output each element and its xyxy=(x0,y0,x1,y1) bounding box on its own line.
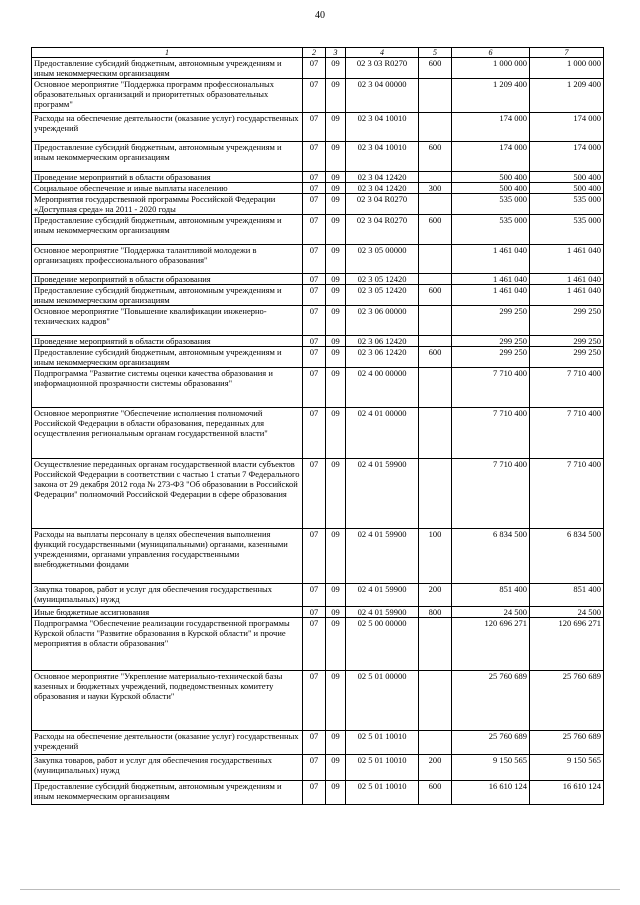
section-code: 07 xyxy=(303,172,326,183)
amount-col7: 535 000 xyxy=(530,215,604,245)
subsection-code: 09 xyxy=(326,607,346,618)
target-item-code: 02 4 01 59900 xyxy=(346,529,419,584)
expense-type-code xyxy=(419,671,452,731)
subsection-code: 09 xyxy=(326,142,346,172)
section-code: 07 xyxy=(303,306,326,336)
target-item-code: 02 3 04 00000 xyxy=(346,79,419,113)
amount-col7: 6 834 500 xyxy=(530,529,604,584)
amount-col6: 16 610 124 xyxy=(452,781,530,805)
expense-type-code: 200 xyxy=(419,584,452,607)
amount-col7: 299 250 xyxy=(530,336,604,347)
target-item-code: 02 3 03 R0270 xyxy=(346,58,419,79)
target-item-code: 02 3 04 10010 xyxy=(346,142,419,172)
expense-type-code: 600 xyxy=(419,215,452,245)
item-name: Основное мероприятие "Поддержка программ профессиональных образовательных организаций и приоритетных образовательных программ" xyxy=(32,79,303,113)
target-item-code: 02 3 04 12420 xyxy=(346,183,419,194)
table-row xyxy=(32,79,604,113)
amount-col6: 1 461 040 xyxy=(452,274,530,285)
table-row xyxy=(32,781,604,805)
target-item-code: 02 3 06 12420 xyxy=(346,336,419,347)
section-code: 07 xyxy=(303,79,326,113)
subsection-code: 09 xyxy=(326,183,346,194)
amount-col6: 6 834 500 xyxy=(452,529,530,584)
amount-col6: 174 000 xyxy=(452,113,530,142)
table-row xyxy=(32,113,604,142)
column-header: 2 xyxy=(303,48,326,58)
section-code: 07 xyxy=(303,336,326,347)
section-code: 07 xyxy=(303,731,326,755)
subsection-code: 09 xyxy=(326,459,346,529)
amount-col7: 16 610 124 xyxy=(530,781,604,805)
section-code: 07 xyxy=(303,607,326,618)
subsection-code: 09 xyxy=(326,671,346,731)
section-code: 07 xyxy=(303,584,326,607)
column-header: 5 xyxy=(419,48,452,58)
amount-col7: 1 461 040 xyxy=(530,245,604,274)
target-item-code: 02 4 01 59900 xyxy=(346,584,419,607)
amount-col7: 500 400 xyxy=(530,183,604,194)
expense-type-code xyxy=(419,194,452,215)
table-row xyxy=(32,408,604,459)
table-row xyxy=(32,306,604,336)
column-header: 7 xyxy=(530,48,604,58)
table-row xyxy=(32,142,604,172)
item-name: Расходы на обеспечение деятельности (оказание услуг) государственных учреждений xyxy=(32,113,303,142)
subsection-code: 09 xyxy=(326,529,346,584)
target-item-code: 02 4 01 00000 xyxy=(346,408,419,459)
item-name: Проведение мероприятий в области образования xyxy=(32,336,303,347)
table-row xyxy=(32,755,604,781)
amount-col6: 174 000 xyxy=(452,142,530,172)
amount-col7: 7 710 400 xyxy=(530,459,604,529)
section-code: 07 xyxy=(303,618,326,671)
amount-col6: 1 461 040 xyxy=(452,285,530,306)
subsection-code: 09 xyxy=(326,113,346,142)
section-code: 07 xyxy=(303,368,326,408)
target-item-code: 02 4 01 59900 xyxy=(346,459,419,529)
section-code: 07 xyxy=(303,781,326,805)
target-item-code: 02 3 05 00000 xyxy=(346,245,419,274)
table-row xyxy=(32,671,604,731)
amount-col7: 1 461 040 xyxy=(530,274,604,285)
target-item-code: 02 5 01 00000 xyxy=(346,671,419,731)
section-code: 07 xyxy=(303,459,326,529)
target-item-code: 02 3 05 12420 xyxy=(346,274,419,285)
item-name: Закупка товаров, работ и услуг для обеспечения государственных (муниципальных) нужд xyxy=(32,584,303,607)
expense-type-code: 600 xyxy=(419,781,452,805)
amount-col7: 299 250 xyxy=(530,306,604,336)
amount-col7: 120 696 271 xyxy=(530,618,604,671)
target-item-code: 02 5 01 10010 xyxy=(346,755,419,781)
subsection-code: 09 xyxy=(326,755,346,781)
expense-type-code xyxy=(419,245,452,274)
table-row xyxy=(32,245,604,274)
section-code: 07 xyxy=(303,183,326,194)
amount-col6: 535 000 xyxy=(452,194,530,215)
amount-col7: 25 760 689 xyxy=(530,731,604,755)
item-name: Предоставление субсидий бюджетным, автономным учреждениям и иным некоммерческим организациям xyxy=(32,58,303,79)
column-header: 6 xyxy=(452,48,530,58)
amount-col6: 1 000 000 xyxy=(452,58,530,79)
target-item-code: 02 4 01 59900 xyxy=(346,607,419,618)
expense-type-code xyxy=(419,79,452,113)
table-row xyxy=(32,285,604,306)
section-code: 07 xyxy=(303,347,326,368)
subsection-code: 09 xyxy=(326,285,346,306)
amount-col6: 1 209 400 xyxy=(452,79,530,113)
expense-type-code: 800 xyxy=(419,607,452,618)
amount-col7: 7 710 400 xyxy=(530,368,604,408)
expense-type-code xyxy=(419,172,452,183)
amount-col6: 1 461 040 xyxy=(452,245,530,274)
item-name: Социальное обеспечение и иные выплаты населению xyxy=(32,183,303,194)
item-name: Основное мероприятие "Обеспечение исполнения полномочий Российской Федерации в области образования, переданных для осуществления региональным органам государственной власти" xyxy=(32,408,303,459)
table-row xyxy=(32,172,604,183)
amount-col6: 500 400 xyxy=(452,172,530,183)
table-row xyxy=(32,183,604,194)
subsection-code: 09 xyxy=(326,79,346,113)
expense-type-code xyxy=(419,459,452,529)
expense-type-code xyxy=(419,306,452,336)
expense-type-code: 600 xyxy=(419,347,452,368)
column-header: 1 xyxy=(32,48,303,58)
column-header: 4 xyxy=(346,48,419,58)
amount-col7: 7 710 400 xyxy=(530,408,604,459)
section-code: 07 xyxy=(303,671,326,731)
amount-col7: 24 500 xyxy=(530,607,604,618)
subsection-code: 09 xyxy=(326,618,346,671)
subsection-code: 09 xyxy=(326,215,346,245)
target-item-code: 02 3 04 R0270 xyxy=(346,215,419,245)
page-number: 40 xyxy=(315,10,325,21)
amount-col6: 851 400 xyxy=(452,584,530,607)
section-code: 07 xyxy=(303,285,326,306)
subsection-code: 09 xyxy=(326,584,346,607)
subsection-code: 09 xyxy=(326,731,346,755)
expense-type-code xyxy=(419,368,452,408)
amount-col7: 500 400 xyxy=(530,172,604,183)
item-name: Подпрограмма "Обеспечение реализации государственной программы Курской области "Развитие образования в Курской области" и прочие мероприятия в области образования" xyxy=(32,618,303,671)
expense-type-code: 100 xyxy=(419,529,452,584)
amount-col7: 535 000 xyxy=(530,194,604,215)
item-name: Проведение мероприятий в области образования xyxy=(32,172,303,183)
expense-type-code xyxy=(419,274,452,285)
amount-col6: 120 696 271 xyxy=(452,618,530,671)
item-name: Иные бюджетные ассигнования xyxy=(32,607,303,618)
amount-col6: 535 000 xyxy=(452,215,530,245)
table-row xyxy=(32,347,604,368)
item-name: Предоставление субсидий бюджетным, автономным учреждениям и иным некоммерческим организациям xyxy=(32,285,303,306)
item-name: Основное мероприятие "Укрепление материально-технической базы казенных и бюджетных учреждений, подведомственных комитету образования и науки Курской области" xyxy=(32,671,303,731)
target-item-code: 02 5 01 10010 xyxy=(346,731,419,755)
budget-table xyxy=(31,47,604,805)
item-name: Осуществление переданных органам государственной власти субъектов Российской Федерации в соответствии с частью 1 статьи 7 Федерального закона от 29 декабря 2012 года № 273-ФЗ "Об образовании в Российской Федерации" полномочий Российской Федерации в сфере образования xyxy=(32,459,303,529)
amount-col6: 7 710 400 xyxy=(452,408,530,459)
subsection-code: 09 xyxy=(326,194,346,215)
amount-col6: 9 150 565 xyxy=(452,755,530,781)
amount-col7: 174 000 xyxy=(530,142,604,172)
table-row xyxy=(32,459,604,529)
expense-type-code xyxy=(419,336,452,347)
amount-col6: 299 250 xyxy=(452,347,530,368)
amount-col6: 299 250 xyxy=(452,336,530,347)
target-item-code: 02 3 06 12420 xyxy=(346,347,419,368)
page-bottom-rule xyxy=(20,889,620,890)
target-item-code: 02 4 00 00000 xyxy=(346,368,419,408)
item-name: Предоставление субсидий бюджетным, автономным учреждениям и иным некоммерческим организациям xyxy=(32,142,303,172)
target-item-code: 02 3 04 10010 xyxy=(346,113,419,142)
subsection-code: 09 xyxy=(326,347,346,368)
section-code: 07 xyxy=(303,113,326,142)
amount-col7: 174 000 xyxy=(530,113,604,142)
amount-col6: 299 250 xyxy=(452,306,530,336)
subsection-code: 09 xyxy=(326,274,346,285)
expense-type-code: 200 xyxy=(419,755,452,781)
item-name: Расходы на обеспечение деятельности (оказание услуг) государственных учреждений xyxy=(32,731,303,755)
expense-type-code: 600 xyxy=(419,285,452,306)
item-name: Подпрограмма "Развитие системы оценки качества образования и информационной прозрачности системы образования" xyxy=(32,368,303,408)
amount-col6: 500 400 xyxy=(452,183,530,194)
target-item-code: 02 3 04 R0270 xyxy=(346,194,419,215)
amount-col7: 25 760 689 xyxy=(530,671,604,731)
column-number-row xyxy=(32,48,604,58)
section-code: 07 xyxy=(303,274,326,285)
item-name: Закупка товаров, работ и услуг для обеспечения государственных (муниципальных) нужд xyxy=(32,755,303,781)
amount-col6: 7 710 400 xyxy=(452,368,530,408)
item-name: Расходы на выплаты персоналу в целях обеспечения выполнения функций государственными (муниципальными) органами, казенными учреждениями, органами управления государственными внебюджетными фондами xyxy=(32,529,303,584)
expense-type-code: 300 xyxy=(419,183,452,194)
table-row xyxy=(32,607,604,618)
subsection-code: 09 xyxy=(326,172,346,183)
section-code: 07 xyxy=(303,194,326,215)
amount-col7: 1 461 040 xyxy=(530,285,604,306)
section-code: 07 xyxy=(303,755,326,781)
subsection-code: 09 xyxy=(326,58,346,79)
item-name: Основное мероприятие "Повышение квалификации инженерно-технических кадров" xyxy=(32,306,303,336)
target-item-code: 02 3 06 00000 xyxy=(346,306,419,336)
expense-type-code xyxy=(419,618,452,671)
table-row xyxy=(32,368,604,408)
amount-col7: 1 209 400 xyxy=(530,79,604,113)
table-row xyxy=(32,58,604,79)
subsection-code: 09 xyxy=(326,408,346,459)
amount-col7: 851 400 xyxy=(530,584,604,607)
expense-type-code xyxy=(419,113,452,142)
expense-type-code xyxy=(419,731,452,755)
amount-col7: 1 000 000 xyxy=(530,58,604,79)
subsection-code: 09 xyxy=(326,336,346,347)
subsection-code: 09 xyxy=(326,306,346,336)
section-code: 07 xyxy=(303,215,326,245)
amount-col6: 25 760 689 xyxy=(452,731,530,755)
expense-type-code xyxy=(419,408,452,459)
item-name: Основное мероприятие "Поддержка талантливой молодежи в организациях профессионального образования" xyxy=(32,245,303,274)
amount-col6: 7 710 400 xyxy=(452,459,530,529)
table-row xyxy=(32,194,604,215)
table-row xyxy=(32,618,604,671)
section-code: 07 xyxy=(303,245,326,274)
section-code: 07 xyxy=(303,529,326,584)
table-row xyxy=(32,584,604,607)
amount-col6: 24 500 xyxy=(452,607,530,618)
amount-col6: 25 760 689 xyxy=(452,671,530,731)
target-item-code: 02 5 00 00000 xyxy=(346,618,419,671)
table-row xyxy=(32,529,604,584)
target-item-code: 02 3 04 12420 xyxy=(346,172,419,183)
amount-col7: 299 250 xyxy=(530,347,604,368)
amount-col7: 9 150 565 xyxy=(530,755,604,781)
section-code: 07 xyxy=(303,142,326,172)
expense-type-code: 600 xyxy=(419,142,452,172)
item-name: Предоставление субсидий бюджетным, автономным учреждениям и иным некоммерческим организациям xyxy=(32,347,303,368)
subsection-code: 09 xyxy=(326,245,346,274)
table-row xyxy=(32,336,604,347)
section-code: 07 xyxy=(303,408,326,459)
table-row xyxy=(32,731,604,755)
table-row xyxy=(32,215,604,245)
item-name: Предоставление субсидий бюджетным, автономным учреждениям и иным некоммерческим организациям xyxy=(32,215,303,245)
subsection-code: 09 xyxy=(326,368,346,408)
item-name: Предоставление субсидий бюджетным, автономным учреждениям и иным некоммерческим организациям xyxy=(32,781,303,805)
expense-type-code: 600 xyxy=(419,58,452,79)
column-header: 3 xyxy=(326,48,346,58)
target-item-code: 02 5 01 10010 xyxy=(346,781,419,805)
item-name: Проведение мероприятий в области образования xyxy=(32,274,303,285)
target-item-code: 02 3 05 12420 xyxy=(346,285,419,306)
item-name: Мероприятия государственной программы Российской Федерации «Доступная среда» на 2011 - 2020 годы xyxy=(32,194,303,215)
table-row xyxy=(32,274,604,285)
subsection-code: 09 xyxy=(326,781,346,805)
section-code: 07 xyxy=(303,58,326,79)
